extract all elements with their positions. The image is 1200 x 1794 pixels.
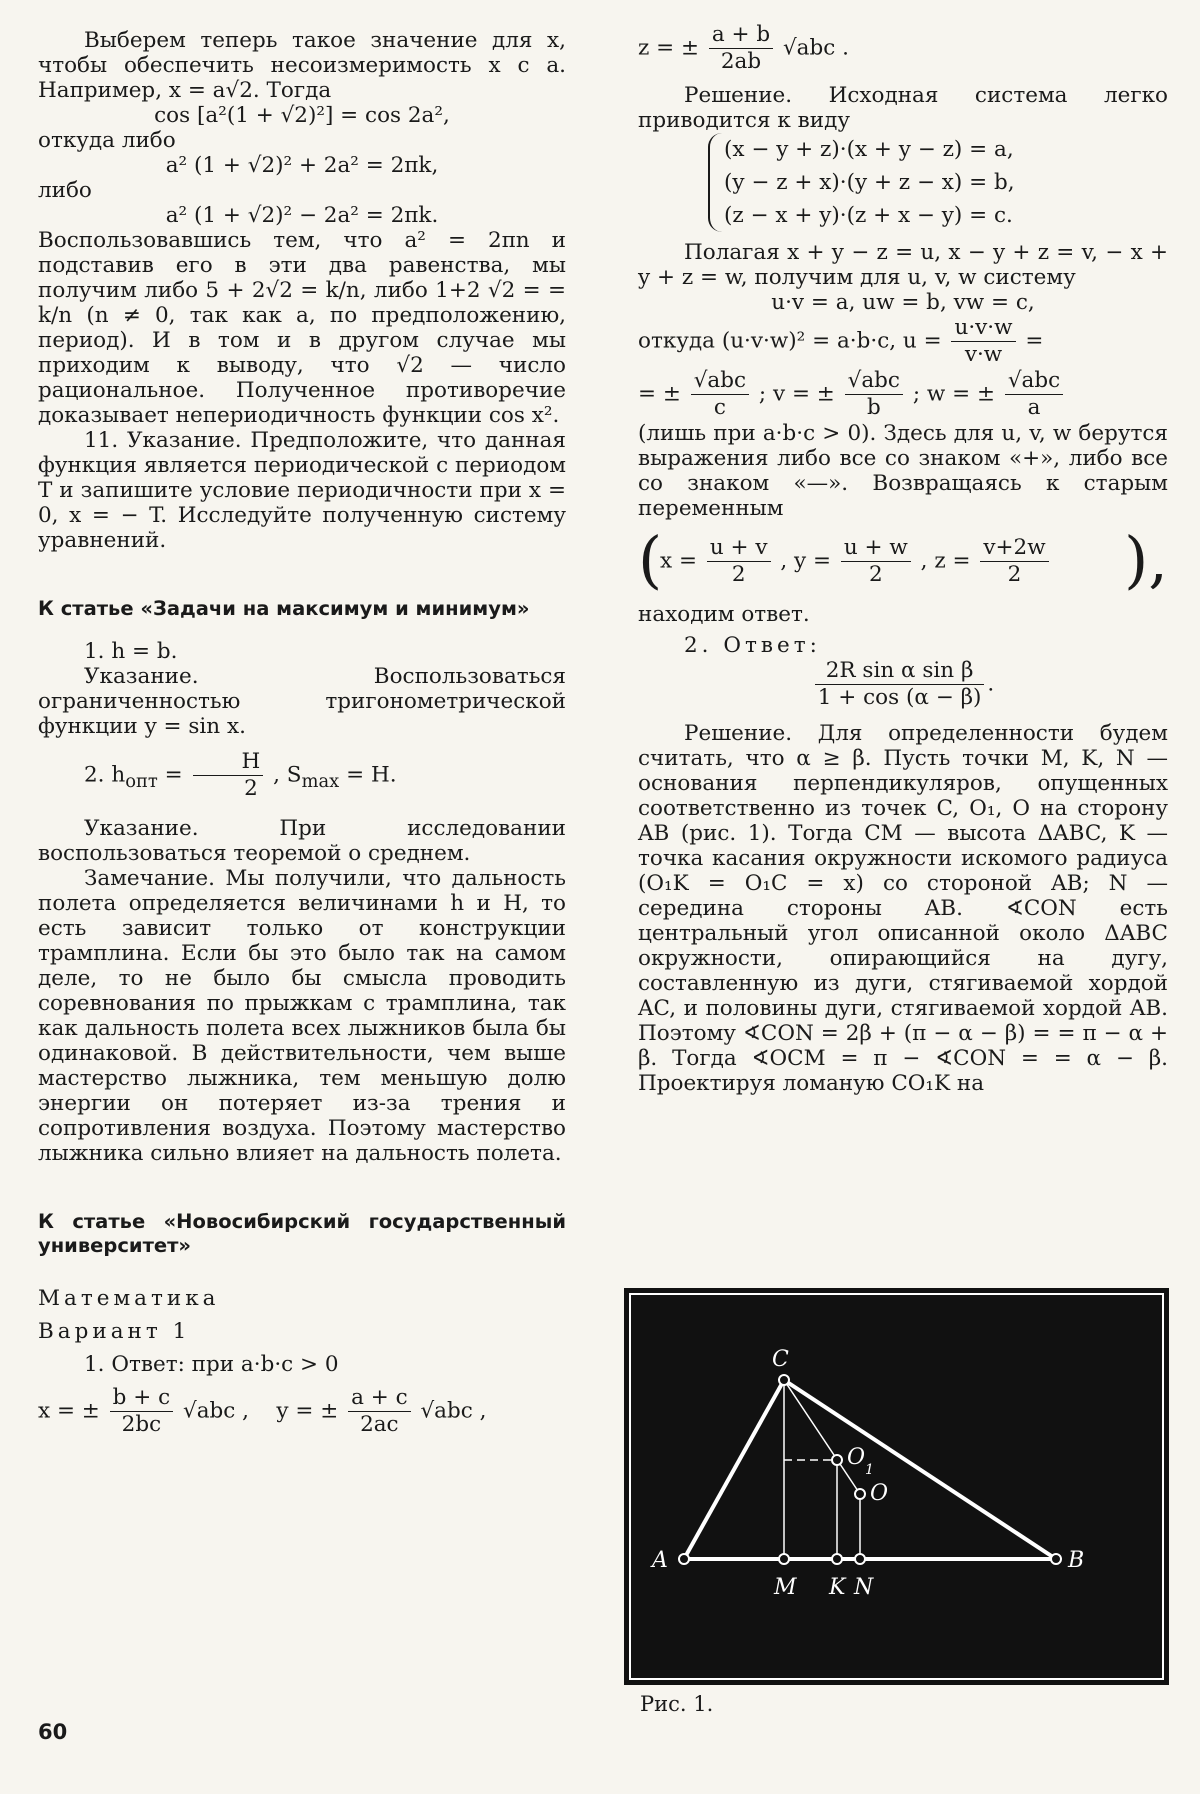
eq-prefix: = ± bbox=[638, 381, 681, 407]
period: . bbox=[987, 671, 995, 697]
label-a: A bbox=[652, 1548, 668, 1573]
paragraph: Воспользовавшись тем, что a² = 2πn и подставив его в эти два равенства, мы получим либо 5 + 2√2 = k/n, либо 1+2 √2 = = k/n (n ≠ 0, так как a, по предположению, период). И в том и в другом случае мы приходим к выводу, что √2 — число рациональное. Полученное противоречие доказывает непериодичность функции cos x². bbox=[38, 228, 566, 428]
fraction bbox=[110, 1385, 174, 1438]
item2-label: 2. h bbox=[84, 762, 126, 788]
equation bbox=[638, 22, 1168, 75]
eq-sign: = bbox=[1025, 328, 1044, 354]
eq-prefix: , y = bbox=[780, 548, 832, 574]
numerator: √abc bbox=[845, 368, 903, 395]
numerator: a + b bbox=[709, 22, 773, 49]
label-o1-sub: 1 bbox=[865, 1462, 874, 1478]
numerator: √abc bbox=[1005, 368, 1063, 395]
triangle-diagram bbox=[624, 1288, 1169, 1685]
fraction bbox=[707, 535, 771, 588]
numerator: u + w bbox=[841, 535, 911, 562]
eq-prefix: x = bbox=[660, 548, 697, 574]
section-heading: К статье «Задачи на максимум и минимум» bbox=[38, 597, 530, 620]
point-c bbox=[779, 1375, 789, 1385]
root: √abc , bbox=[183, 1398, 250, 1424]
denominator: c bbox=[713, 395, 726, 420]
numerator: H bbox=[193, 749, 264, 776]
denominator: a bbox=[1027, 395, 1041, 420]
label-m: M bbox=[774, 1575, 797, 1600]
fraction bbox=[709, 22, 773, 75]
equation bbox=[638, 368, 1168, 421]
equation-system bbox=[708, 133, 1015, 232]
numerator: √abc bbox=[691, 368, 749, 395]
figure-frame bbox=[630, 1294, 1163, 1679]
eq-prefix: , z = bbox=[920, 548, 971, 574]
equation bbox=[638, 523, 1168, 596]
item2-sub: опт bbox=[125, 770, 158, 792]
root: √abc , bbox=[420, 1398, 487, 1424]
point-a bbox=[679, 1554, 689, 1564]
point-b bbox=[1051, 1554, 1061, 1564]
label-o1: O bbox=[847, 1445, 866, 1470]
denominator: 2ac bbox=[360, 1412, 399, 1437]
paragraph: откуда либо bbox=[38, 128, 176, 153]
eq-prefix: x = ± bbox=[38, 1398, 100, 1424]
paragraph: Выберем теперь такое значение для x, чтобы обеспечить несоизмеримость x с a. Например, x = a√2. Тогда bbox=[38, 28, 566, 103]
point-m bbox=[779, 1554, 789, 1564]
equation bbox=[638, 315, 1168, 368]
label-n: N bbox=[854, 1575, 874, 1600]
denominator: 2bc bbox=[121, 1412, 162, 1437]
paragraph: либо bbox=[38, 178, 92, 203]
point-k bbox=[832, 1554, 842, 1564]
variant: Вариант 1 bbox=[38, 1319, 191, 1344]
side-bc bbox=[784, 1380, 1056, 1559]
figure-caption: Рис. 1. bbox=[640, 1692, 714, 1716]
answer-item bbox=[38, 749, 566, 802]
eq-prefix: откуда (u·v·w)² = a·b·c, u = bbox=[638, 328, 942, 354]
denominator: 2ab bbox=[720, 49, 762, 74]
left-column bbox=[38, 28, 566, 1438]
item2-rest2: = H. bbox=[346, 762, 397, 788]
eq-sign: = bbox=[164, 762, 183, 788]
numerator: a + c bbox=[348, 1385, 411, 1412]
fraction bbox=[951, 315, 1015, 368]
equation: cos [a²(1 + √2)²] = cos 2a², bbox=[154, 103, 450, 128]
item2-sub2: max bbox=[301, 770, 340, 792]
item2-rest: , S bbox=[273, 762, 302, 788]
fraction bbox=[841, 535, 911, 588]
label-o: O bbox=[870, 1481, 889, 1506]
left-paren: ( bbox=[638, 523, 663, 596]
segment-co bbox=[784, 1380, 860, 1494]
fraction bbox=[845, 368, 903, 421]
fraction bbox=[980, 535, 1048, 588]
fraction bbox=[193, 749, 264, 802]
equation bbox=[38, 1385, 566, 1438]
system-line: (x − y + z)·(x + y − z) = a, bbox=[724, 137, 1014, 162]
root: √abc . bbox=[782, 35, 849, 61]
label-k: K bbox=[829, 1575, 846, 1600]
answer-item: 1. Ответ: при a·b·c > 0 bbox=[84, 1352, 339, 1377]
solution: Решение. Для определенности будем считать, что α ≥ β. Пусть точки M, K, N — основания перпендикуляров, опущенных соответственно из точек C, O₁, O на сторону AB (рис. 1). Тогда CM — высота ΔABC, K — точка касания окружности искомого радиуса (O₁K = O₁C = x) со стороной AB; N — середина стороны AB. ∢CON есть центральный угол описанной около ΔABC окружности, опирающийся на дугу, составленную из дуги, стягиваемой хордой AC, и половины дуги, стягиваемой хордой AB. Поэтому ∢CON = 2β + (π − α − β) = = π − α + β. Тогда ∢OCM = π − ∢CON = = α − β. Проектируя ломаную CO₁K на bbox=[638, 721, 1168, 1096]
section-heading: К статье «Новосибирский государственный университет» bbox=[38, 1210, 566, 1257]
eq-prefix: y = ± bbox=[276, 1398, 339, 1424]
label-b: B bbox=[1068, 1548, 1085, 1573]
denominator: 2 bbox=[1007, 562, 1022, 587]
equation: u·v = a, uw = b, vw = c, bbox=[771, 290, 1035, 315]
solution: Решение. Исходная система легко приводится к виду bbox=[638, 83, 1168, 133]
system-line: (y − z + x)·(y + z − x) = b, bbox=[724, 170, 1015, 195]
numerator: 2R sin α sin β bbox=[815, 658, 985, 685]
paragraph: 11. Указание. Предположите, что данная функция является периодической с периодом T и запишите условие периодичности при x = 0, x = − T. Исследуйте полученную систему уравнений. bbox=[38, 428, 566, 553]
point-n bbox=[855, 1554, 865, 1564]
page-number: 60 bbox=[38, 1720, 68, 1744]
numerator: u·v·w bbox=[951, 315, 1015, 342]
fraction bbox=[1005, 368, 1063, 421]
eq-prefix: ; v = ± bbox=[758, 381, 835, 407]
subject: Математика bbox=[38, 1286, 220, 1311]
eq-prefix: ; w = ± bbox=[912, 381, 996, 407]
denominator: v·w bbox=[964, 342, 1003, 367]
hint: Указание. При исследовании воспользоваться теоремой о среднем. bbox=[38, 816, 566, 866]
numerator: u + v bbox=[707, 535, 771, 562]
paragraph: Полагая x + y − z = u, x − y + z = v, − x + y + z = w, получим для u, v, w систему bbox=[638, 240, 1168, 290]
answer-item: 1. h = b. bbox=[84, 639, 178, 664]
remark: Замечание. Мы получили, что дальность полета определяется величинами h и H, то есть зависит только от конструкции трамплина. Если бы это было так на самом деле, то не было бы смысла проводить соревнования по прыжкам с трамплина, так как дальность полета всех лыжников была бы одинаковой. В действительности, чем выше мастерство лыжника, тем меньшую долю энергии он потеряет из-за трения и сопротивления воздуха. Поэтому мастерство лыжника сильно влияет на дальность полета. bbox=[38, 866, 566, 1166]
answer-item: 2. Ответ: bbox=[684, 633, 821, 658]
equation bbox=[638, 658, 1168, 711]
paragraph: находим ответ. bbox=[638, 602, 810, 627]
right-paren: ), bbox=[1124, 523, 1168, 596]
side-ac bbox=[684, 1380, 784, 1559]
denominator: 2 bbox=[869, 562, 883, 587]
point-o bbox=[855, 1489, 865, 1499]
point-o1 bbox=[832, 1455, 842, 1465]
eq-prefix: z = ± bbox=[638, 35, 700, 61]
numerator: b + c bbox=[110, 1385, 174, 1412]
paragraph: (лишь при a·b·c > 0). Здесь для u, v, w берутся выражения либо все со знаком «+», либо все со знаком «—». Возвращаясь к старым переменным bbox=[638, 421, 1168, 521]
equation: a² (1 + √2)² + 2a² = 2πk, bbox=[165, 153, 439, 178]
denominator: 2 bbox=[731, 562, 746, 587]
figure-triangle bbox=[624, 1288, 1169, 1685]
fraction bbox=[691, 368, 749, 421]
fraction bbox=[348, 1385, 411, 1438]
fraction bbox=[815, 658, 985, 711]
denominator: b bbox=[866, 395, 881, 420]
equation: a² (1 + √2)² − 2a² = 2πk. bbox=[165, 203, 439, 228]
denominator: 2 bbox=[244, 776, 258, 801]
hint: Указание. Воспользоваться ограниченностью тригонометрической функции y = sin x. bbox=[38, 664, 566, 739]
system-line: (z − x + y)·(z + x − y) = c. bbox=[724, 203, 1013, 228]
numerator: v+2w bbox=[980, 535, 1048, 562]
right-column bbox=[638, 22, 1168, 1096]
label-c: C bbox=[772, 1347, 789, 1372]
denominator: 1 + cos (α − β) bbox=[817, 685, 982, 710]
